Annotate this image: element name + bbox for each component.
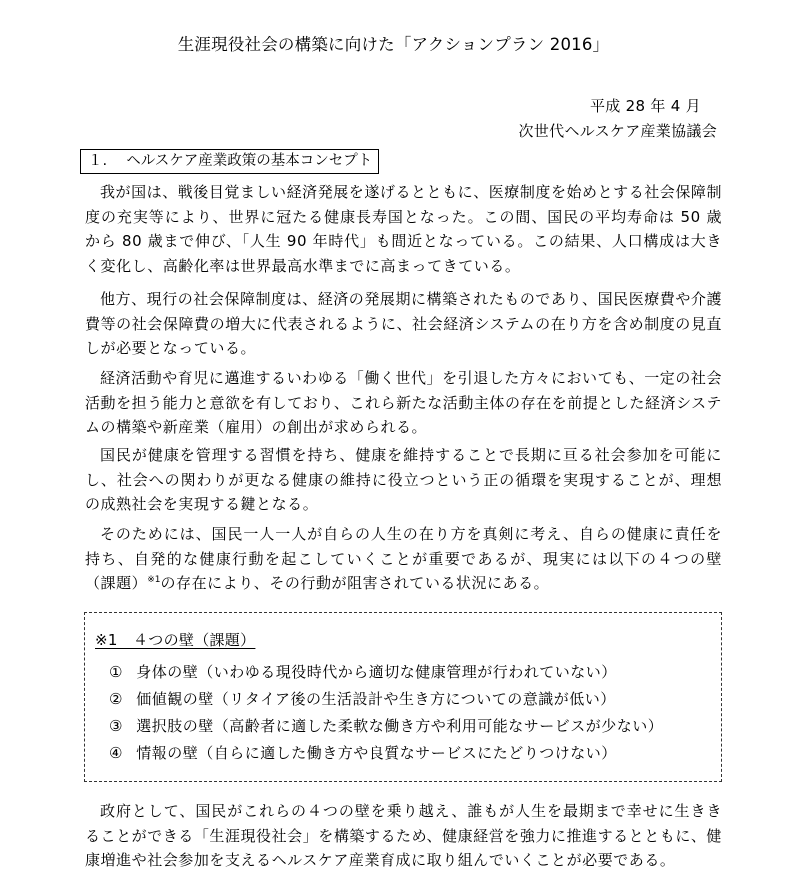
note-item xyxy=(109,715,663,736)
paragraph-5 xyxy=(85,522,722,596)
closing-paragraph: 政府として、国民がこれらの４つの壁を乗り越え、誰もが人生を最期まで幸せに生ききることができる「生涯現役社会」を構築するため、健康経営を強力に推進するとともに、健康増進や社会参加を支えるヘルスケア産業育成に取り組んでいくことが必要である。 xyxy=(85,802,722,870)
paragraph-5-text: そのためには、国民一人一人が自らの人生の在り方を真剣に考え、自らの健康に責任を持ち、自発的な健康行動を起こしていくことが重要であるが、現実には以下の４つの壁（課題） xyxy=(85,525,722,593)
note-item-number: ④ xyxy=(109,744,123,762)
document-date: 平成 28 年 4 月 xyxy=(589,97,701,115)
note-item-number: ③ xyxy=(109,717,123,735)
paragraph-1: 我が国は、戦後目覚ましい経済発展を遂げるとともに、医療制度を始めとする社会保障制度の充実等により、世界に冠たる健康長寿国となった。この間、国民の平均寿命は 50 歳から 80 歳まで伸び、「人生 90 年時代」も間近となっている。この結果、人口構成は大きく変化し、高齢化率は世界最高水準までに高まってきている。 xyxy=(85,183,723,275)
note-item-number: ② xyxy=(109,690,123,708)
paragraph-4: 国民が健康を管理する習慣を持ち、健康を維持することで長期に亘る社会参加を可能にし、社会への関わりが更なる健康の維持に役立つという正の循環を実現することが、理想の成熟社会を実現する鍵となる。 xyxy=(85,446,722,514)
document-organization: 次世代ヘルスケア産業協議会 xyxy=(518,122,717,140)
note-item-text: 情報の壁（自らに適した働き方や良質なサービスにたどりつけない） xyxy=(136,744,617,762)
note-item xyxy=(109,742,617,763)
note-reference: ※1 xyxy=(147,575,161,586)
note-item xyxy=(109,688,616,709)
document-title: 生涯現役社会の構築に向けた「アクションプラン 2016」 xyxy=(177,35,610,54)
note-item-number: ① xyxy=(109,663,123,681)
section-heading: １. ヘルスケア産業政策の基本コンセプト xyxy=(80,149,379,174)
paragraph-5-text-end: の存在により、その行動が阻害されている状況にある。 xyxy=(160,574,550,593)
note-item-text: 価値観の壁（リタイア後の生活設計や生き方についての意識が低い） xyxy=(136,690,616,708)
paragraph-2: 他方、現行の社会保障制度は、経済の発展期に構築されたものであり、国民医療費や介護費等の社会保障費の増大に代表されるように、社会経済システムの在り方を含め制度の見直しが必要となっている。 xyxy=(85,290,723,358)
note-box xyxy=(84,612,722,782)
paragraph-3: 経済活動や育児に邁進するいわゆる「働く世代」を引退した方々においても、一定の社会活動を担う能力と意欲を有しており、これら新たな活動主体の存在を前提とした経済システムの構築や新産業（雇用）の創出が求められる。 xyxy=(85,369,723,437)
note-item-text: 身体の壁（いわゆる現役時代から適切な健康管理が行われていない） xyxy=(136,663,617,681)
note-item-text: 選択肢の壁（高齢者に適した柔軟な働き方や利用可能なサービスが少ない） xyxy=(136,717,664,735)
note-item xyxy=(109,661,617,682)
note-title: ※1 ４つの壁（課題） xyxy=(95,631,256,649)
